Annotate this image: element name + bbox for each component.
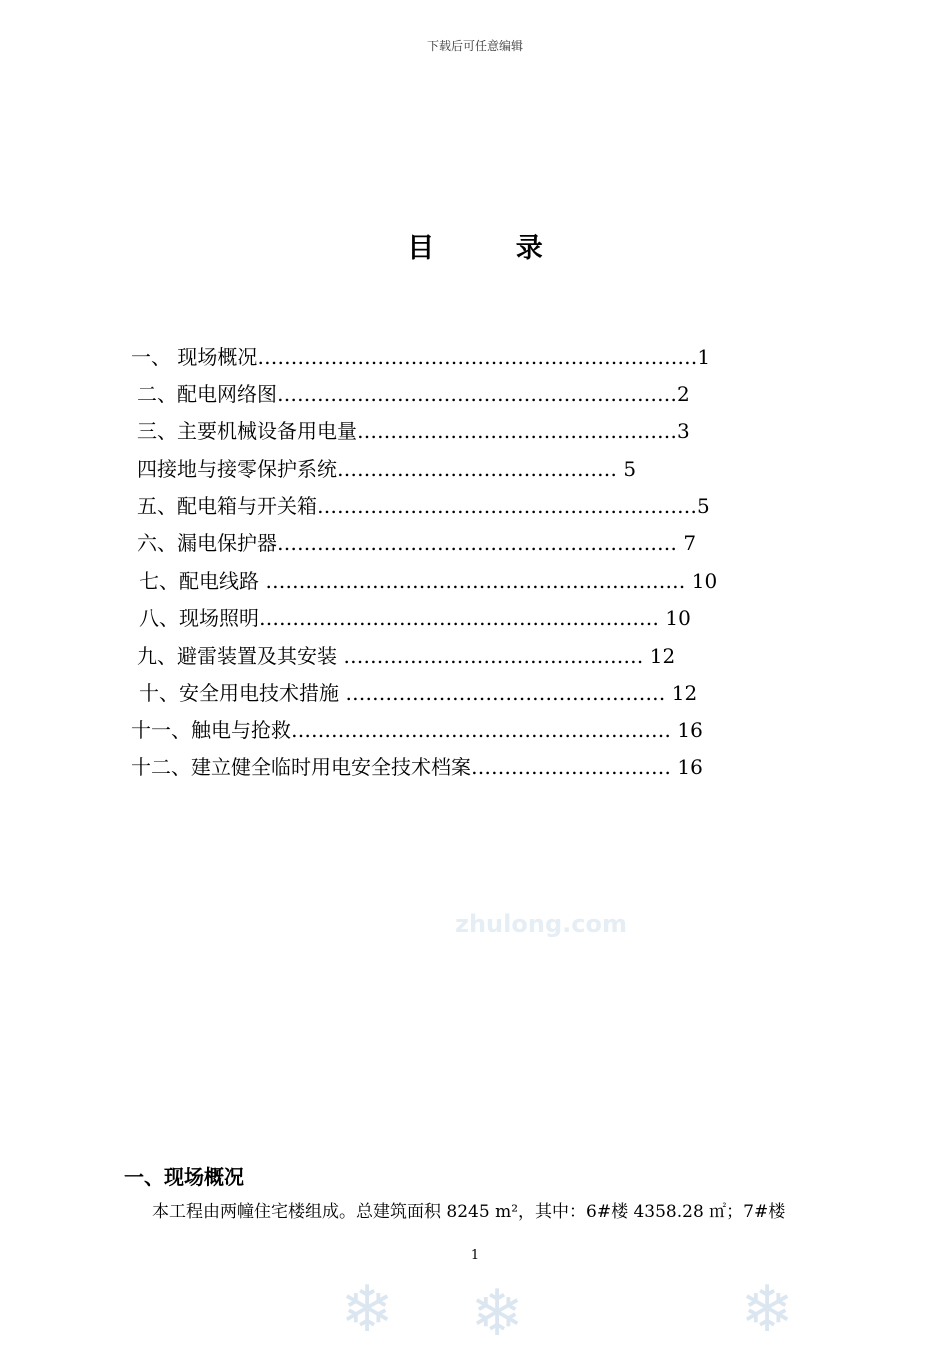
toc-line-10: 十、安全用电技术措施 ………………………………………… 12 (139, 681, 698, 705)
toc-title: 目 录 (407, 233, 579, 264)
snowflake-icon: ❄ (740, 1273, 794, 1347)
snowflake-icon: ❄ (340, 1273, 394, 1347)
toc-line-6: 六、漏电保护器…………………………………………………… 7 (137, 531, 697, 555)
toc-line-4: 四接地与接零保护系统…………………………………… 5 (137, 457, 637, 481)
toc-line-12: 十二、建立健全临时用电安全技术档案………………………… 16 (131, 755, 703, 779)
page-number: 1 (470, 1248, 480, 1263)
toc-line-5: 五、配电箱与开关箱…………………………………………………5 (137, 494, 710, 518)
toc-line-11: 十一、触电与抢救………………………………………………… 16 (131, 718, 703, 742)
toc-line-3: 三、主要机械设备用电量…………………………………………3 (137, 419, 690, 443)
header-note: 下载后可任意编辑 (426, 39, 523, 53)
watermark-text: zhulong.com (455, 910, 627, 938)
body-paragraph: 本工程由两幢住宅楼组成。总建筑面积 8245 m²，其中：6#楼 4358.28 ㎡；7#楼 (152, 1202, 786, 1222)
toc-line-7: 七、配电线路 ……………………………………………………… 10 (139, 569, 718, 593)
toc-line-2: 二、配电网络图……………………………………………………2 (137, 382, 690, 406)
toc-line-9: 九、避雷装置及其安装 ……………………………………… 12 (137, 644, 676, 668)
toc-line-1: 一、 现场概况…………………………………………………………1 (131, 345, 711, 369)
section-heading: 一、现场概况 (124, 1165, 244, 1189)
toc-line-8: 八、现场照明…………………………………………………… 10 (139, 606, 691, 630)
snowflake-icon: ❄ (470, 1277, 524, 1351)
